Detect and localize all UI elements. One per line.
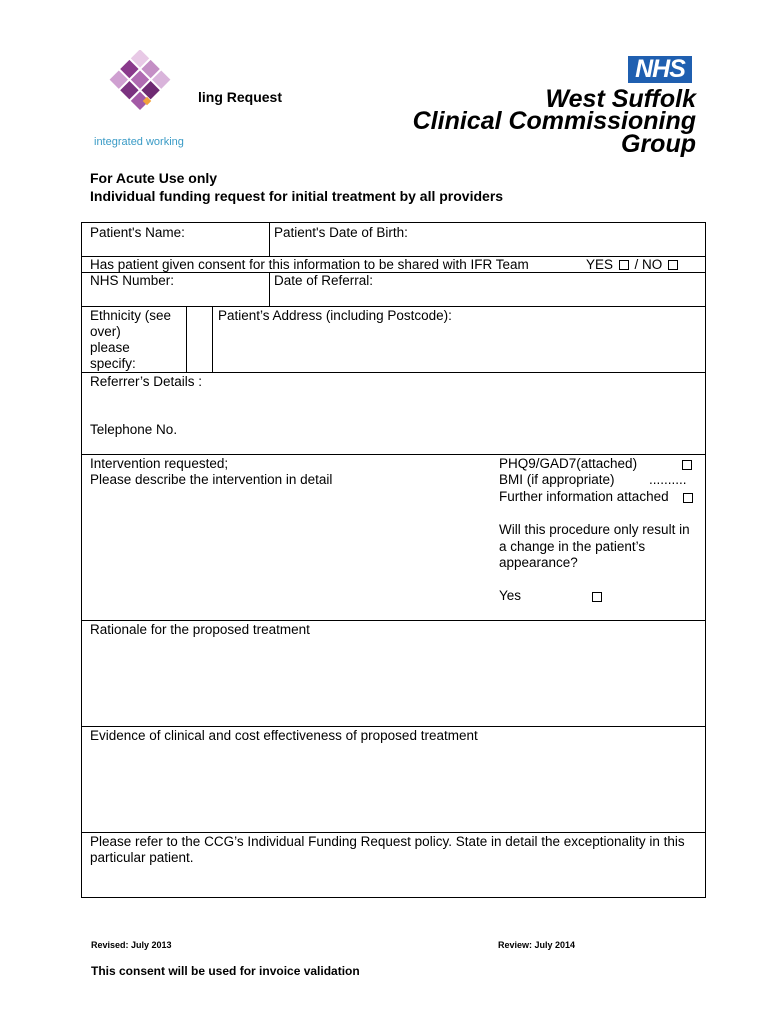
consent-no-checkbox[interactable] <box>668 260 678 270</box>
logo-caption: integrated working <box>94 136 184 148</box>
bmi-value-field[interactable]: .......... <box>649 472 687 487</box>
patient-name-dob-row <box>82 223 705 257</box>
ethnicity-address-row <box>82 307 705 373</box>
referrer-row <box>82 373 705 455</box>
intervention-row <box>82 455 705 621</box>
nhs-number-field[interactable]: NHS Number: <box>90 273 175 288</box>
consent-no-label: / NO <box>634 257 663 272</box>
org-name-line2: Clinical Commissioning <box>412 107 696 135</box>
ethnicity-label-2: over) <box>90 324 121 339</box>
further-info-checkbox[interactable] <box>683 493 693 503</box>
evidence-field[interactable]: Evidence of clinical and cost effectiveness of proposed treatment <box>90 728 478 743</box>
consent-note: This consent will be used for invoice validation <box>91 964 360 978</box>
ethnicity-label-1: Ethnicity (see <box>90 308 172 323</box>
referrer-details-field[interactable]: Referrer’s Details : <box>90 374 203 389</box>
patient-name-field[interactable]: Patient's Name: <box>90 225 185 240</box>
form-title-partial: ling Request <box>198 89 283 105</box>
org-name-line3: Group <box>621 130 696 158</box>
nhs-number-referral-row <box>82 273 705 307</box>
consent-yes-label: YES <box>586 257 614 272</box>
further-info-label: Further information attached <box>499 489 669 504</box>
patient-address-field[interactable]: Patient’s Address (including Postcode): <box>218 308 452 323</box>
exceptionality-row <box>82 833 705 897</box>
evidence-row <box>82 727 705 833</box>
ifr-form <box>81 222 706 898</box>
bmi-label: BMI (if appropriate) <box>499 472 615 487</box>
consent-row <box>82 257 705 273</box>
appearance-question-2: a change in the patient’s <box>499 539 646 554</box>
phq9-label: PHQ9/GAD7(attached) <box>499 456 638 471</box>
acute-use-heading: For Acute Use only <box>90 170 218 186</box>
exceptionality-instruction-2: particular patient. <box>90 850 194 865</box>
rationale-field[interactable]: Rationale for the proposed treatment <box>90 622 310 637</box>
appearance-yes-label: Yes <box>499 588 522 603</box>
appearance-yes-checkbox[interactable] <box>592 592 602 602</box>
ethnicity-label-3: please <box>90 340 130 355</box>
appearance-question-1: Will this procedure only result in <box>499 522 690 537</box>
consent-options <box>586 257 680 274</box>
form-subtitle: Individual funding request for initial treatment by all providers <box>90 188 504 204</box>
phq9-checkbox[interactable] <box>682 460 692 470</box>
consent-question: Has patient given consent for this information to be shared with IFR Team <box>90 257 529 272</box>
ethnicity-label-4: specify: <box>90 356 136 371</box>
consent-yes-checkbox[interactable] <box>619 260 629 270</box>
intervention-label: Intervention requested; <box>90 456 229 471</box>
telephone-field[interactable]: Telephone No. <box>90 422 178 437</box>
patient-dob-field[interactable]: Patient's Date of Birth: <box>274 225 408 240</box>
revised-date: Revised: July 2013 <box>91 940 172 950</box>
rationale-row <box>82 621 705 727</box>
appearance-question-3: appearance? <box>499 555 578 570</box>
intervention-instruction: Please describe the intervention in detail <box>90 472 333 487</box>
exceptionality-instruction-1[interactable]: Please refer to the CCG’s Individual Funding Request policy. State in detail the exceptionality in this <box>90 834 685 849</box>
referral-date-field[interactable]: Date of Referral: <box>274 273 374 288</box>
integrated-working-logo <box>100 50 180 122</box>
nhs-logo: NHS <box>628 56 692 83</box>
review-date: Review: July 2014 <box>498 940 576 950</box>
org-name-line1: West Suffolk <box>545 85 696 113</box>
